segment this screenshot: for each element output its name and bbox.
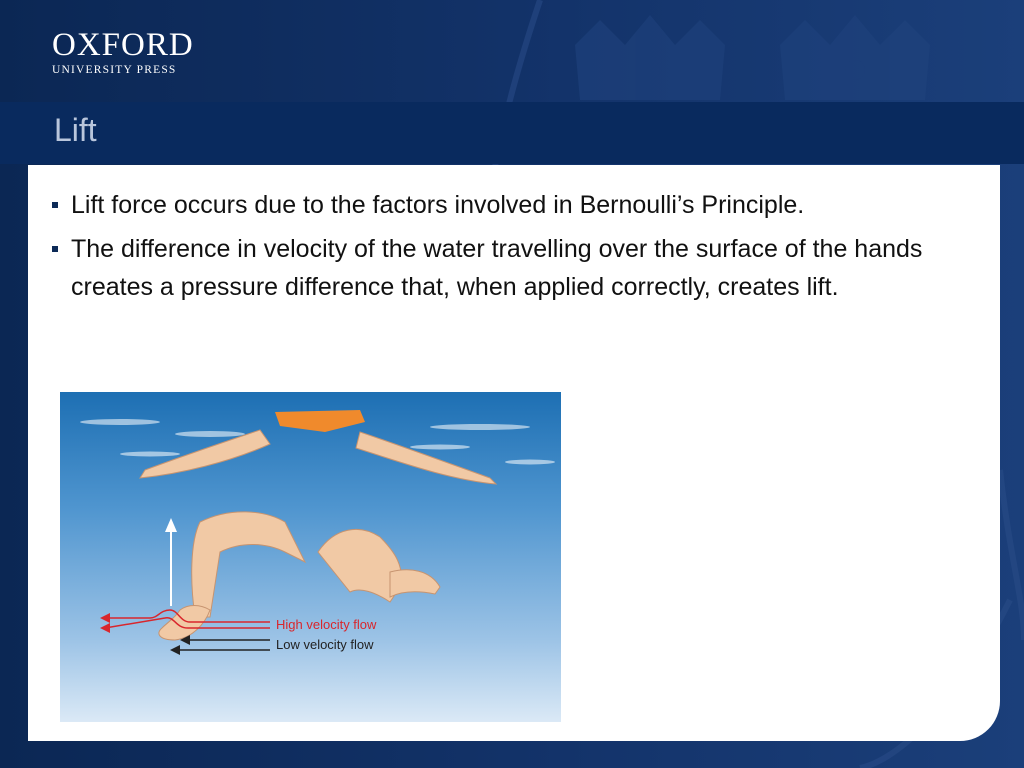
slide-title: Lift [54,112,97,148]
low-velocity-label: Low velocity flow [276,637,374,652]
bullet-marker-icon [52,246,58,252]
bullet-text: Lift force occurs due to the factors involved in Bernoulli’s Principle. [71,191,805,219]
water-background [60,392,561,722]
bullet-list [52,186,972,312]
logo-subtitle: UNIVERSITY PRESS [52,64,177,76]
high-velocity-label: High velocity flow [276,617,377,632]
logo-wordmark: OXFORD [52,27,194,63]
bullet-item [52,230,972,306]
title-band [0,102,1024,164]
oxford-logo [52,28,194,76]
bullet-marker-icon [52,202,58,208]
bullet-item [52,186,972,224]
bullet-text: The difference in velocity of the water travelling over the surface of the hands creates a pressure difference that, when applied correctly, creates lift. [71,235,923,301]
swimmer-lift-illustration [60,392,561,722]
